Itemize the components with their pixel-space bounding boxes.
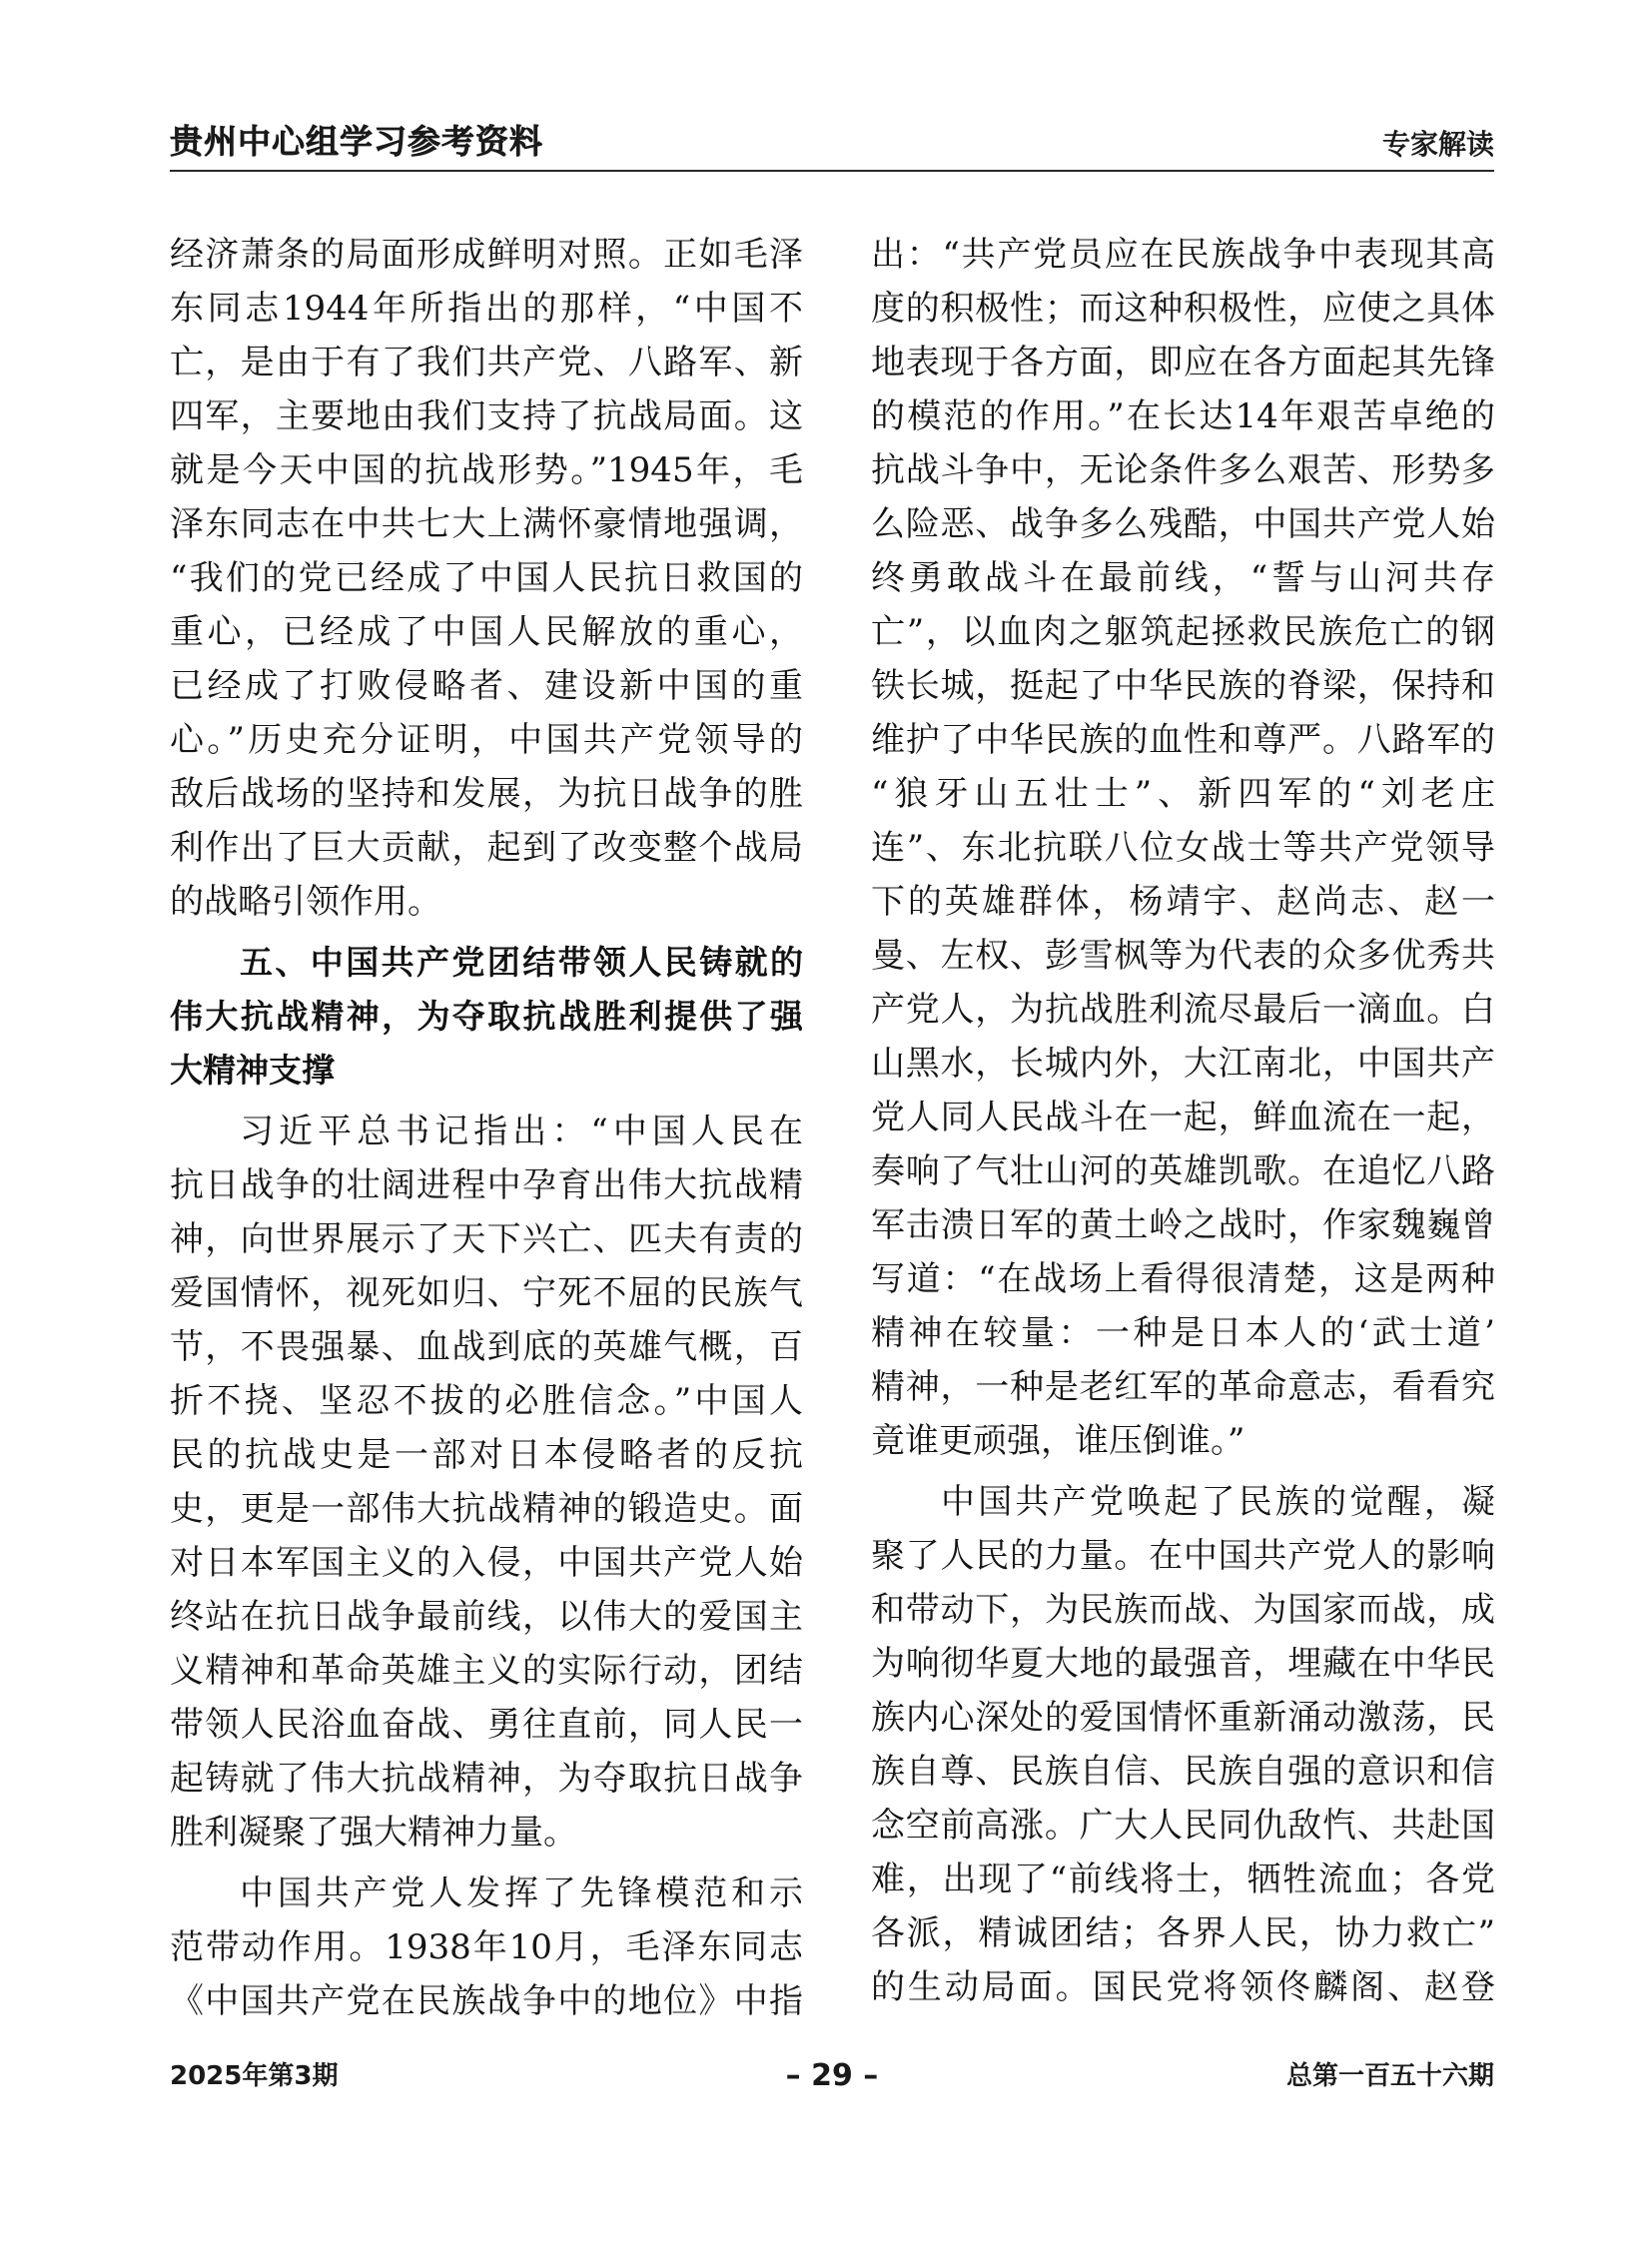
text-line: 四军，主要地由我们支持了抗战局面。这 bbox=[170, 396, 803, 436]
text-line: 敌后战场的坚持和发展，为抗日战争的胜 bbox=[170, 774, 803, 814]
text-line: 族内心深处的爱国情怀重新涌动激荡，民 bbox=[871, 1698, 1495, 1738]
left-column bbox=[170, 228, 803, 2028]
text-line: 节，不畏强暴、血战到底的英雄气概，百 bbox=[170, 1327, 803, 1367]
text-line: 为响彻华夏大地的最强音，埋藏在中华民 bbox=[871, 1644, 1495, 1684]
heading-line: 伟大抗战精神，为夺取抗战胜利提供了强 bbox=[170, 997, 803, 1036]
body-paragraph bbox=[170, 1867, 803, 2028]
text-line: 么险恶、战争多么残酷，中国共产党人始 bbox=[871, 504, 1495, 544]
text-line: 民的抗战史是一部对日本侵略者的反抗 bbox=[170, 1435, 803, 1475]
heading-line: 大精神支撑 bbox=[170, 1051, 335, 1090]
text-line: 精神在较量：一种是日本人的‘武士道’ bbox=[871, 1313, 1495, 1353]
page-number: – 29 – bbox=[785, 2058, 879, 2093]
text-line: 族自尊、民族自信、民族自强的意识和信 bbox=[871, 1752, 1495, 1792]
issue-number: 2025年第3期 bbox=[170, 2061, 339, 2091]
text-line: “我们的党已经成了中国人民抗日救国的 bbox=[170, 558, 803, 598]
journal-title: 贵州中心组学习参考资料 bbox=[170, 122, 543, 161]
text-line: 维护了中华民族的血性和尊严。八路军的 bbox=[871, 720, 1495, 760]
text-line: “狼牙山五壮士”、新四军的“刘老庄 bbox=[871, 774, 1495, 814]
text-line: 中国共产党人发挥了先锋模范和示 bbox=[240, 1873, 803, 1913]
total-issue-number: 总第一百五十六期 bbox=[1285, 2061, 1494, 2091]
text-line: 党人同人民战斗在一起，鲜血流在一起， bbox=[871, 1098, 1495, 1137]
text-line: 出：“共产党员应在民族战争中表现其高 bbox=[871, 235, 1495, 275]
text-line: 铁长城，挺起了中华民族的脊梁，保持和 bbox=[871, 666, 1495, 706]
text-line: 抗日战争的壮阔进程中孕育出伟大抗战精 bbox=[170, 1165, 803, 1205]
body-paragraph bbox=[170, 1105, 803, 1860]
text-line: 利作出了巨大贡献，起到了改变整个战局 bbox=[170, 828, 803, 868]
text-line: 难，出现了“前线将士，牺牲流血；各党 bbox=[871, 1860, 1495, 1899]
body-paragraph bbox=[871, 228, 1495, 1468]
text-line: 的战略引领作用。 bbox=[170, 882, 441, 922]
text-line: 的模范的作用。”在长达14年艰苦卓绝的 bbox=[871, 396, 1495, 436]
text-line: 各派，精诚团结；各界人民，协力救亡” bbox=[871, 1913, 1495, 1953]
running-header bbox=[170, 112, 1494, 172]
heading-line: 五、中国共产党团结带领人民铸就的 bbox=[240, 943, 803, 982]
text-line: 下的英雄群体，杨靖宇、赵尚志、赵一 bbox=[871, 882, 1495, 922]
text-line: 《中国共产党在民族战争中的地位》中指 bbox=[170, 1981, 803, 2021]
text-line: 的生动局面。国民党将领佟麟阁、赵登 bbox=[871, 1967, 1495, 2007]
text-line: 抗战斗争中，无论条件多么艰苦、形势多 bbox=[871, 450, 1495, 490]
section-heading bbox=[170, 936, 803, 1098]
text-line: 对日本军国主义的入侵，中国共产党人始 bbox=[170, 1543, 803, 1583]
text-line: 曼、左权、彭雪枫等为代表的众多优秀共 bbox=[871, 936, 1495, 976]
text-line: 地表现于各方面，即应在各方面起其先锋 bbox=[871, 343, 1495, 382]
text-line: 重心，已经成了中国人民解放的重心， bbox=[170, 612, 803, 652]
body-paragraph bbox=[871, 1475, 1495, 2014]
text-line: 竟谁更顽强，谁压倒谁。” bbox=[871, 1421, 1245, 1461]
text-line: 泽东同志在中共七大上满怀豪情地强调， bbox=[170, 504, 803, 544]
text-line: 终勇敢战斗在最前线，“誓与山河共存 bbox=[871, 558, 1495, 598]
text-line: 心。”历史充分证明，中国共产党领导的 bbox=[170, 720, 803, 760]
text-line: 已经成了打败侵略者、建设新中国的重 bbox=[170, 666, 803, 706]
text-line: 起铸就了伟大抗战精神，为夺取抗日战争 bbox=[170, 1759, 803, 1799]
text-line: 史，更是一部伟大抗战精神的锻造史。面 bbox=[170, 1489, 803, 1529]
text-line: 神，向世界展示了天下兴亡、匹夫有责的 bbox=[170, 1219, 803, 1259]
text-line: 写道：“在战场上看得很清楚，这是两种 bbox=[871, 1259, 1495, 1299]
text-line: 义精神和革命英雄主义的实际行动，团结 bbox=[170, 1651, 803, 1691]
text-line: 聚了人民的力量。在中国共产党人的影响 bbox=[871, 1536, 1495, 1576]
running-footer bbox=[170, 2055, 1494, 2097]
text-line: 带领人民浴血奋战、勇往直前，同人民一 bbox=[170, 1705, 803, 1745]
text-line: 和带动下，为民族而战、为国家而战，成 bbox=[871, 1590, 1495, 1630]
text-line: 山黑水，长城内外，大江南北，中国共产 bbox=[871, 1044, 1495, 1084]
text-line: 就是今天中国的抗战形势。”1945年，毛 bbox=[170, 450, 803, 490]
text-line: 习近平总书记指出：“中国人民在 bbox=[240, 1112, 803, 1151]
text-line: 爱国情怀，视死如归、宁死不屈的民族气 bbox=[170, 1273, 803, 1313]
body-paragraph bbox=[170, 228, 803, 929]
text-line: 产党人，为抗战胜利流尽最后一滴血。白 bbox=[871, 990, 1495, 1030]
text-line: 奏响了气壮山河的英雄凯歌。在追忆八路 bbox=[871, 1151, 1495, 1191]
text-line: 折不挠、坚忍不拔的必胜信念。”中国人 bbox=[170, 1381, 803, 1421]
section-label: 专家解读 bbox=[1381, 128, 1494, 161]
text-line: 东同志1944年所指出的那样，“中国不 bbox=[170, 289, 803, 329]
text-line: 亡”，以血肉之躯筑起拯救民族危亡的钢 bbox=[871, 612, 1495, 652]
text-line: 经济萧条的局面形成鲜明对照。正如毛泽 bbox=[170, 235, 803, 275]
text-line: 军击溃日军的黄土岭之战时，作家魏巍曾 bbox=[871, 1205, 1495, 1245]
text-line: 终站在抗日战争最前线，以伟大的爱国主 bbox=[170, 1597, 803, 1637]
right-column bbox=[871, 228, 1495, 2014]
text-line: 精神，一种是老红军的革命意志，看看究 bbox=[871, 1367, 1495, 1407]
text-line: 中国共产党唤起了民族的觉醒，凝 bbox=[941, 1482, 1495, 1522]
text-line: 胜利凝聚了强大精神力量。 bbox=[170, 1813, 577, 1853]
text-line: 范带动作用。1938年10月，毛泽东同志 bbox=[170, 1927, 803, 1967]
text-line: 亡，是由于有了我们共产党、八路军、新 bbox=[170, 343, 803, 382]
text-line: 念空前高涨。广大人民同仇敌忾、共赴国 bbox=[871, 1806, 1495, 1846]
text-line: 连”、东北抗联八位女战士等共产党领导 bbox=[871, 828, 1495, 868]
text-line: 度的积极性；而这种积极性，应使之具体 bbox=[871, 289, 1495, 329]
